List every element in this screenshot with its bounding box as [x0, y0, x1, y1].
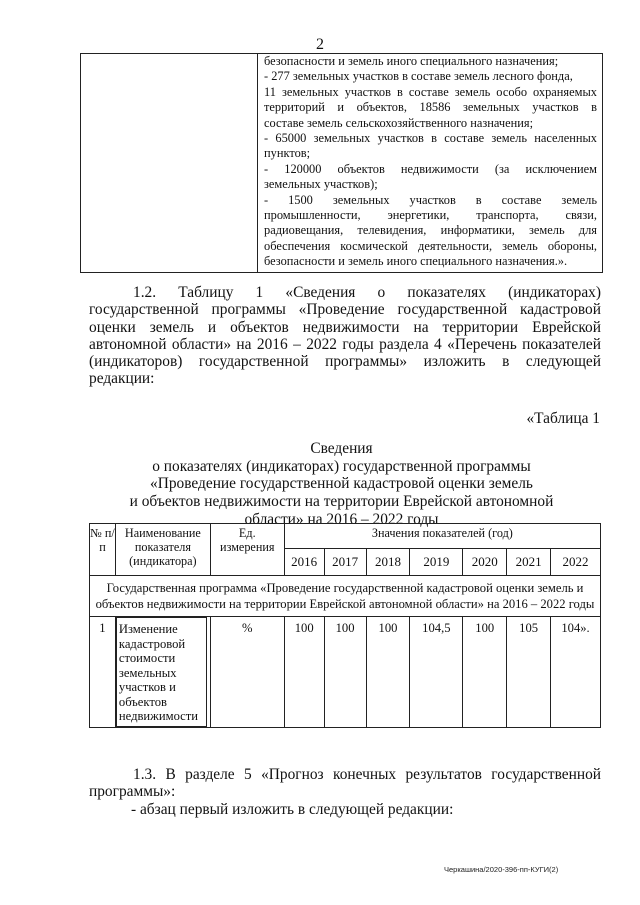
row-value: 100: [324, 617, 366, 728]
table-title-line: и объектов недвижимости на территории Еврейской автономной: [129, 493, 554, 511]
paragraph-line: редакции:: [89, 370, 155, 388]
paragraph-1-3: [89, 766, 601, 818]
row-name-line: кадастровой: [118, 636, 186, 651]
row-name-line: Изменение: [118, 622, 178, 636]
continued-line: составе земель сельскохозяйственного назначения;: [264, 115, 534, 130]
year-cell: 2018: [366, 549, 410, 576]
paragraph-1-2: [89, 284, 601, 388]
paragraph-line: государственной программы «Проведение государственной кадастровой: [89, 301, 601, 319]
row-value: 105: [507, 617, 551, 728]
table-row: [90, 617, 601, 728]
continued-table-left-cell: [81, 54, 258, 273]
continued-line: 11 земельных участков в составе земель особо охраняемых: [264, 84, 597, 99]
row-value: 100: [366, 617, 410, 728]
table-title-line: «Проведение государственной кадастровой оценки земель: [150, 475, 533, 493]
continued-line: - 277 земельных участков в составе земель лесного фонда,: [264, 69, 573, 84]
header-num: № п/п: [90, 524, 116, 576]
paragraph-line: оценки земель и объектов недвижимости на территории Еврейской: [89, 318, 601, 336]
year-cell: 2021: [507, 549, 551, 576]
year-cell: 2016: [284, 549, 324, 576]
row-name-line: недвижимости: [118, 709, 199, 723]
row-num: 1: [90, 617, 116, 728]
row-name-line: объектов: [118, 694, 167, 709]
row-value: 104,5: [410, 617, 463, 728]
header-values: Значения показателей (год): [284, 524, 600, 549]
continued-table: [80, 53, 603, 273]
table-title-line: области» на 2016 – 2022 годы: [244, 510, 439, 528]
paragraph-line: программы»:: [89, 783, 176, 801]
continued-table-right-cell: [258, 54, 603, 273]
year-cell: 2020: [463, 549, 507, 576]
row-unit: %: [210, 617, 284, 728]
year-cell: 2019: [410, 549, 463, 576]
paragraph-line: автономной области» на 2016 – 2022 годы раздела 4 «Перечень показателей: [89, 335, 601, 353]
header-name: Наименование показателя (индикатора): [115, 524, 210, 576]
continued-line: земельных участков);: [264, 177, 378, 192]
table-label: «Таблица 1: [526, 410, 600, 427]
year-cell: 2017: [324, 549, 366, 576]
continued-line: территорий и объектов, 18586 земельных участков в: [264, 100, 597, 115]
continued-line: - 65000 земельных участков в составе земель населенных: [264, 131, 597, 146]
year-cell: 2022: [551, 549, 601, 576]
row-name-cell: [115, 617, 210, 728]
row-name-line: земельных: [118, 665, 177, 680]
paragraph-line: - абзац первый изложить в следующей редакции:: [131, 800, 454, 818]
table-title: [80, 440, 603, 529]
row-value: 104».: [551, 617, 601, 728]
header-unit: Ед. измерения: [210, 524, 284, 576]
row-value: 100: [284, 617, 324, 728]
continued-line: безопасности и земель иного специального назначения;: [264, 54, 559, 68]
continued-line: обеспечения космической деятельности, земель обороны,: [264, 238, 597, 253]
row-name-line: стоимости: [118, 651, 176, 665]
row-name-line: участков и: [118, 680, 176, 694]
continued-line: - 120000 объектов недвижимости (за исключением: [264, 161, 597, 176]
footer-code: Черкашина/2020-396-пп-КУГИ(2): [444, 865, 559, 874]
page-number: 2: [316, 36, 324, 53]
paragraph-line: 1.3. В разделе 5 «Прогноз конечных результатов государственной: [133, 766, 601, 783]
continued-line: безопасности и земель иного специального назначения.».: [264, 254, 568, 269]
table-title-line: о показателях (индикаторах) государственной программы: [152, 457, 531, 475]
continued-line: пунктов;: [264, 146, 311, 161]
continued-line: радиовещания, телевидения, информатики, земель для: [264, 223, 597, 238]
indicator-table: [89, 523, 601, 728]
table-title-line: Сведения: [310, 440, 373, 457]
paragraph-line: (индикаторов) государственной программы» изложить в следующей: [89, 353, 601, 371]
program-row: Государственная программа «Проведение государственной кадастровой оценки земель и объектов недвижимости на территории Еврейской автономной области» на 2016 – 2022 годы: [90, 576, 601, 617]
continued-line: промышленности, энергетики, транспорта, связи,: [264, 208, 597, 223]
row-name: [116, 617, 207, 727]
row-value: 100: [463, 617, 507, 728]
continued-line: - 1500 земельных участков в составе земель: [264, 192, 597, 207]
paragraph-line: 1.2. Таблицу 1 «Сведения о показателях (индикаторах): [133, 284, 601, 301]
